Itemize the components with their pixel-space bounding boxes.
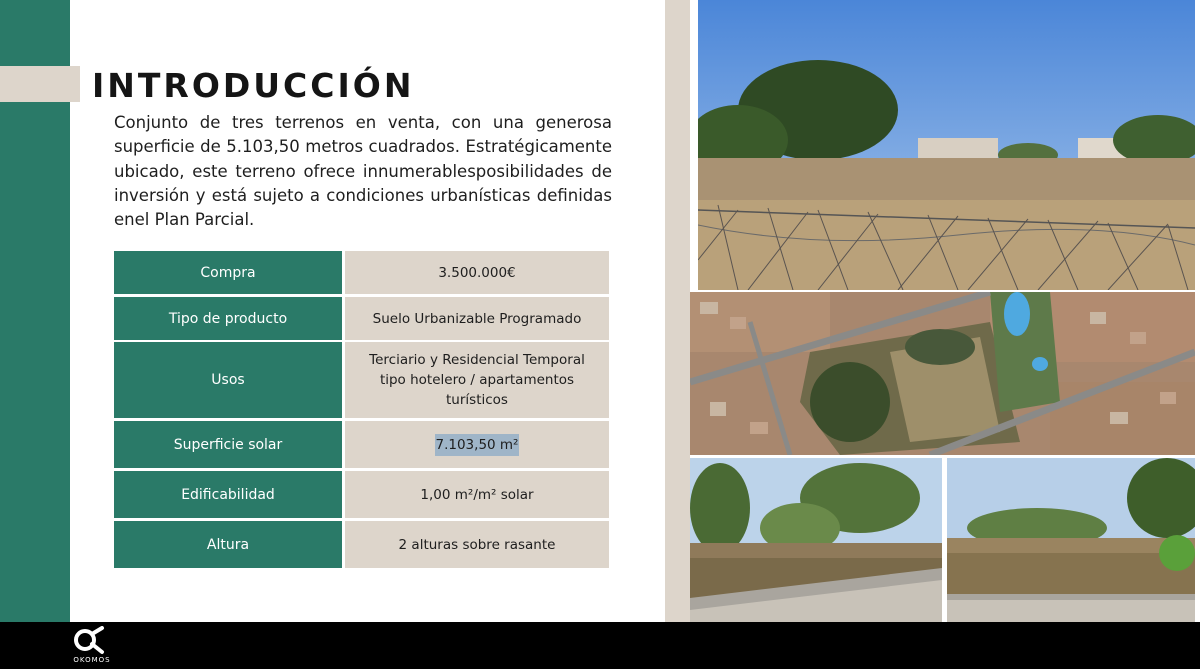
table-row <box>114 251 609 294</box>
row-label: Tipo de producto <box>114 297 342 340</box>
intro-paragraph: Conjunto de tres terrenos en venta, con una generosa superficie de 5.103,50 metros cuadrados. Estratégicamente ubicado, este terreno ofrece innumerablesposibilidades de inversión y está sujeto a condiciones urbanísticas definidas enel Plan Parcial. <box>114 113 612 230</box>
row-label: Superficie solar <box>114 421 342 468</box>
brand-name: OKOMOS <box>73 656 111 664</box>
row-value: 3.500.000€ <box>345 251 609 294</box>
row-value: 1,00 m²/m² solar <box>345 471 609 518</box>
row-label: Compra <box>114 251 342 294</box>
site-photo-left <box>690 458 942 622</box>
page-title: INTRODUCCIÓN <box>92 66 415 105</box>
aerial-map-photo <box>690 292 1195 455</box>
table-row <box>114 297 609 340</box>
highlighted-value: 7.103,50 m² <box>435 434 520 456</box>
table-row <box>114 342 609 418</box>
title-accent-band <box>0 66 80 102</box>
table-row <box>114 421 609 468</box>
row-value: 2 alturas sobre rasante <box>345 521 609 568</box>
table-row <box>114 471 609 518</box>
footer-bar <box>0 622 1200 669</box>
table-row <box>114 521 609 568</box>
row-label: Edificabilidad <box>114 471 342 518</box>
row-label: Altura <box>114 521 342 568</box>
row-value: Suelo Urbanizable Programado <box>345 297 609 340</box>
landscape-photo <box>698 0 1195 290</box>
row-label: Usos <box>114 342 342 418</box>
site-photo-right <box>947 458 1195 622</box>
row-value <box>345 421 609 468</box>
divider-strip <box>665 0 690 622</box>
row-value: Terciario y Residencial Temporal tipo hotelero / apartamentos turísticos <box>345 342 609 418</box>
